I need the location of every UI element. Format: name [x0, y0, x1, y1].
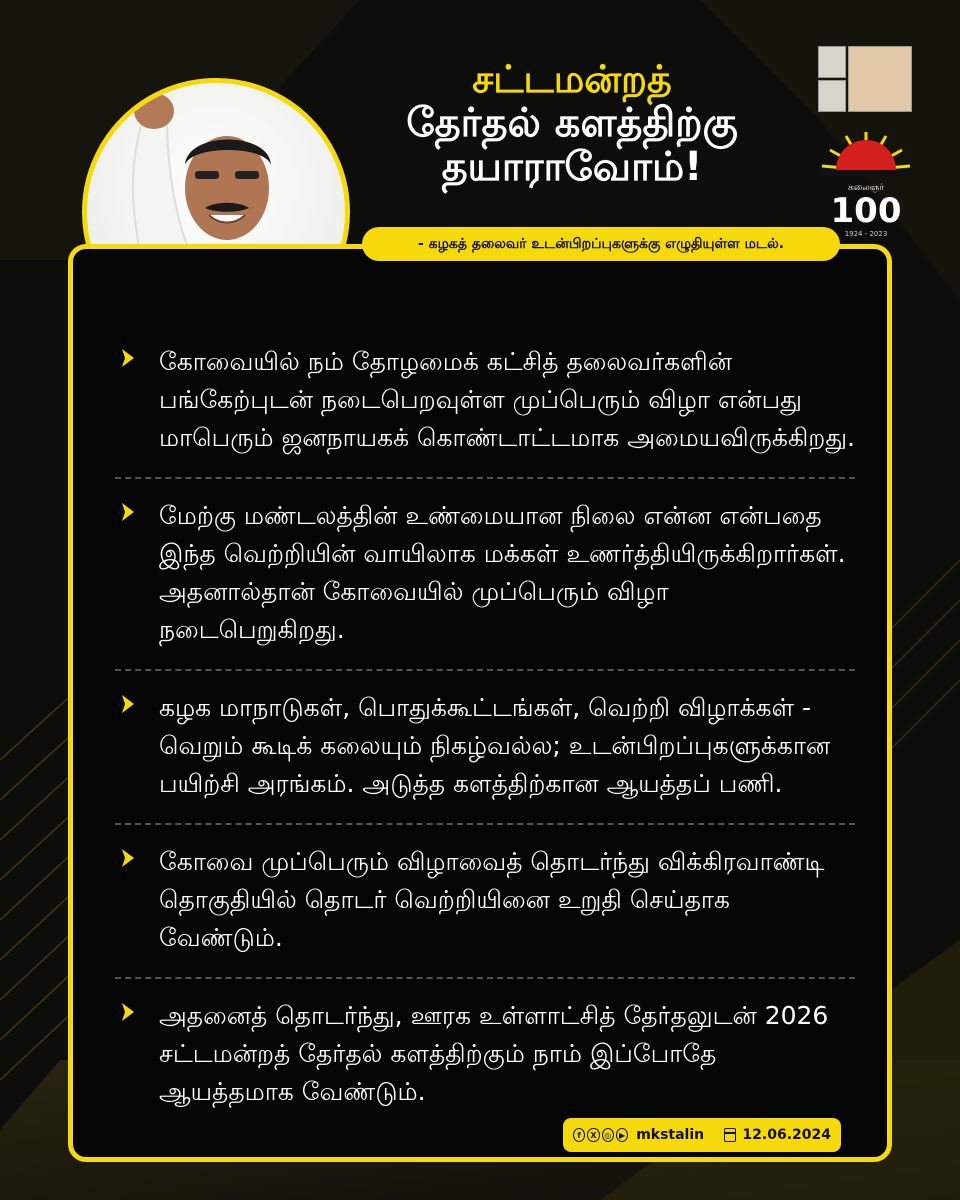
- emblem-top-text: கலைஞர்: [847, 183, 885, 193]
- emblem-number: 100: [830, 191, 902, 231]
- point-text: கோவையில் நம் தோழமைக் கட்சித் தலைவர்களின் பங்கேற்புடன் நடைபெறவுள்ள முப்பெரும் விழா என்பது மாபெரும் ஜனநாயகக் கொண்டாட்டமாக அமையவிருக்கிறது.: [159, 347, 855, 452]
- chevron-right-icon: [119, 1001, 137, 1023]
- facebook-icon[interactable]: f: [573, 1128, 585, 1142]
- chevron-right-icon: [119, 347, 137, 369]
- point-text: அதனைத் தொடர்ந்து, ஊரக உள்ளாட்சித் தேர்தலுடன் 2026 சட்டமன்றத் தேர்தல் களத்திற்கும் நாம் இப்போதே ஆயத்தமாக வேண்டும்.: [159, 1001, 829, 1106]
- instagram-icon[interactable]: ◎: [602, 1128, 614, 1142]
- post-date: 12.06.2024: [742, 1127, 831, 1143]
- photo-thumb: [818, 46, 846, 78]
- kalaignar-100-emblem: [816, 122, 916, 242]
- x-icon[interactable]: X: [587, 1128, 599, 1142]
- chevron-right-icon: [119, 847, 137, 869]
- photo-thumb: [818, 80, 846, 112]
- leaders-photo-collage: [818, 46, 914, 114]
- subtitle-pill: - கழகத் தலைவர் உடன்பிறப்புகளுக்கு எழுதியுள்ள மடல்.: [362, 227, 840, 261]
- social-handle[interactable]: mkstalin: [636, 1127, 705, 1143]
- list-item: [115, 329, 855, 479]
- chevron-right-icon: [119, 693, 137, 715]
- point-text: மேற்கு மண்டலத்தின் உண்மையான நிலை என்ன என்பதை இந்த வெற்றியின் வாயிலாக மக்கள் உணர்த்தியிருக்கிறார்கள். அதனால்தான் கோவையில் முப்பெரும் விழா நடைபெறுகிறது.: [159, 501, 846, 644]
- calendar-icon: [724, 1128, 736, 1142]
- youtube-icon[interactable]: ▶: [616, 1128, 628, 1142]
- footer-bar: [563, 1118, 841, 1152]
- point-text: கழக மாநாடுகள், பொதுக்கூட்டங்கள், வெற்றி விழாக்கள் - வெறும் கூடிக் கலையும் நிகழ்வல்ல; உடன்பிறப்புகளுக்கான பயிற்சி அரங்கம். அடுத்த களத்திற்கான ஆயத்தப் பணி.: [159, 693, 831, 798]
- content-card: [68, 244, 892, 1162]
- emblem-years: 1924 - 2023: [844, 230, 888, 238]
- photo-thumb: [848, 46, 912, 112]
- headline-line-3: தயாராவோம்!: [441, 144, 703, 191]
- list-item: [115, 671, 855, 825]
- list-item: [115, 479, 855, 671]
- headline-line-1: சட்டமன்றத்: [472, 57, 672, 101]
- points-list: [115, 329, 855, 1131]
- list-item: [115, 825, 855, 979]
- point-text: கோவை முப்பெரும் விழாவைத் தொடர்ந்து விக்கிரவாண்டி தொகுதியில் தொடர் வெற்றியினை உறுதி செய்தாக வேண்டும்.: [159, 847, 825, 952]
- headline-line-2: தேர்தல் களத்திற்கு: [406, 99, 738, 146]
- list-item: [115, 979, 855, 1131]
- headline: [372, 58, 772, 190]
- chevron-right-icon: [119, 501, 137, 523]
